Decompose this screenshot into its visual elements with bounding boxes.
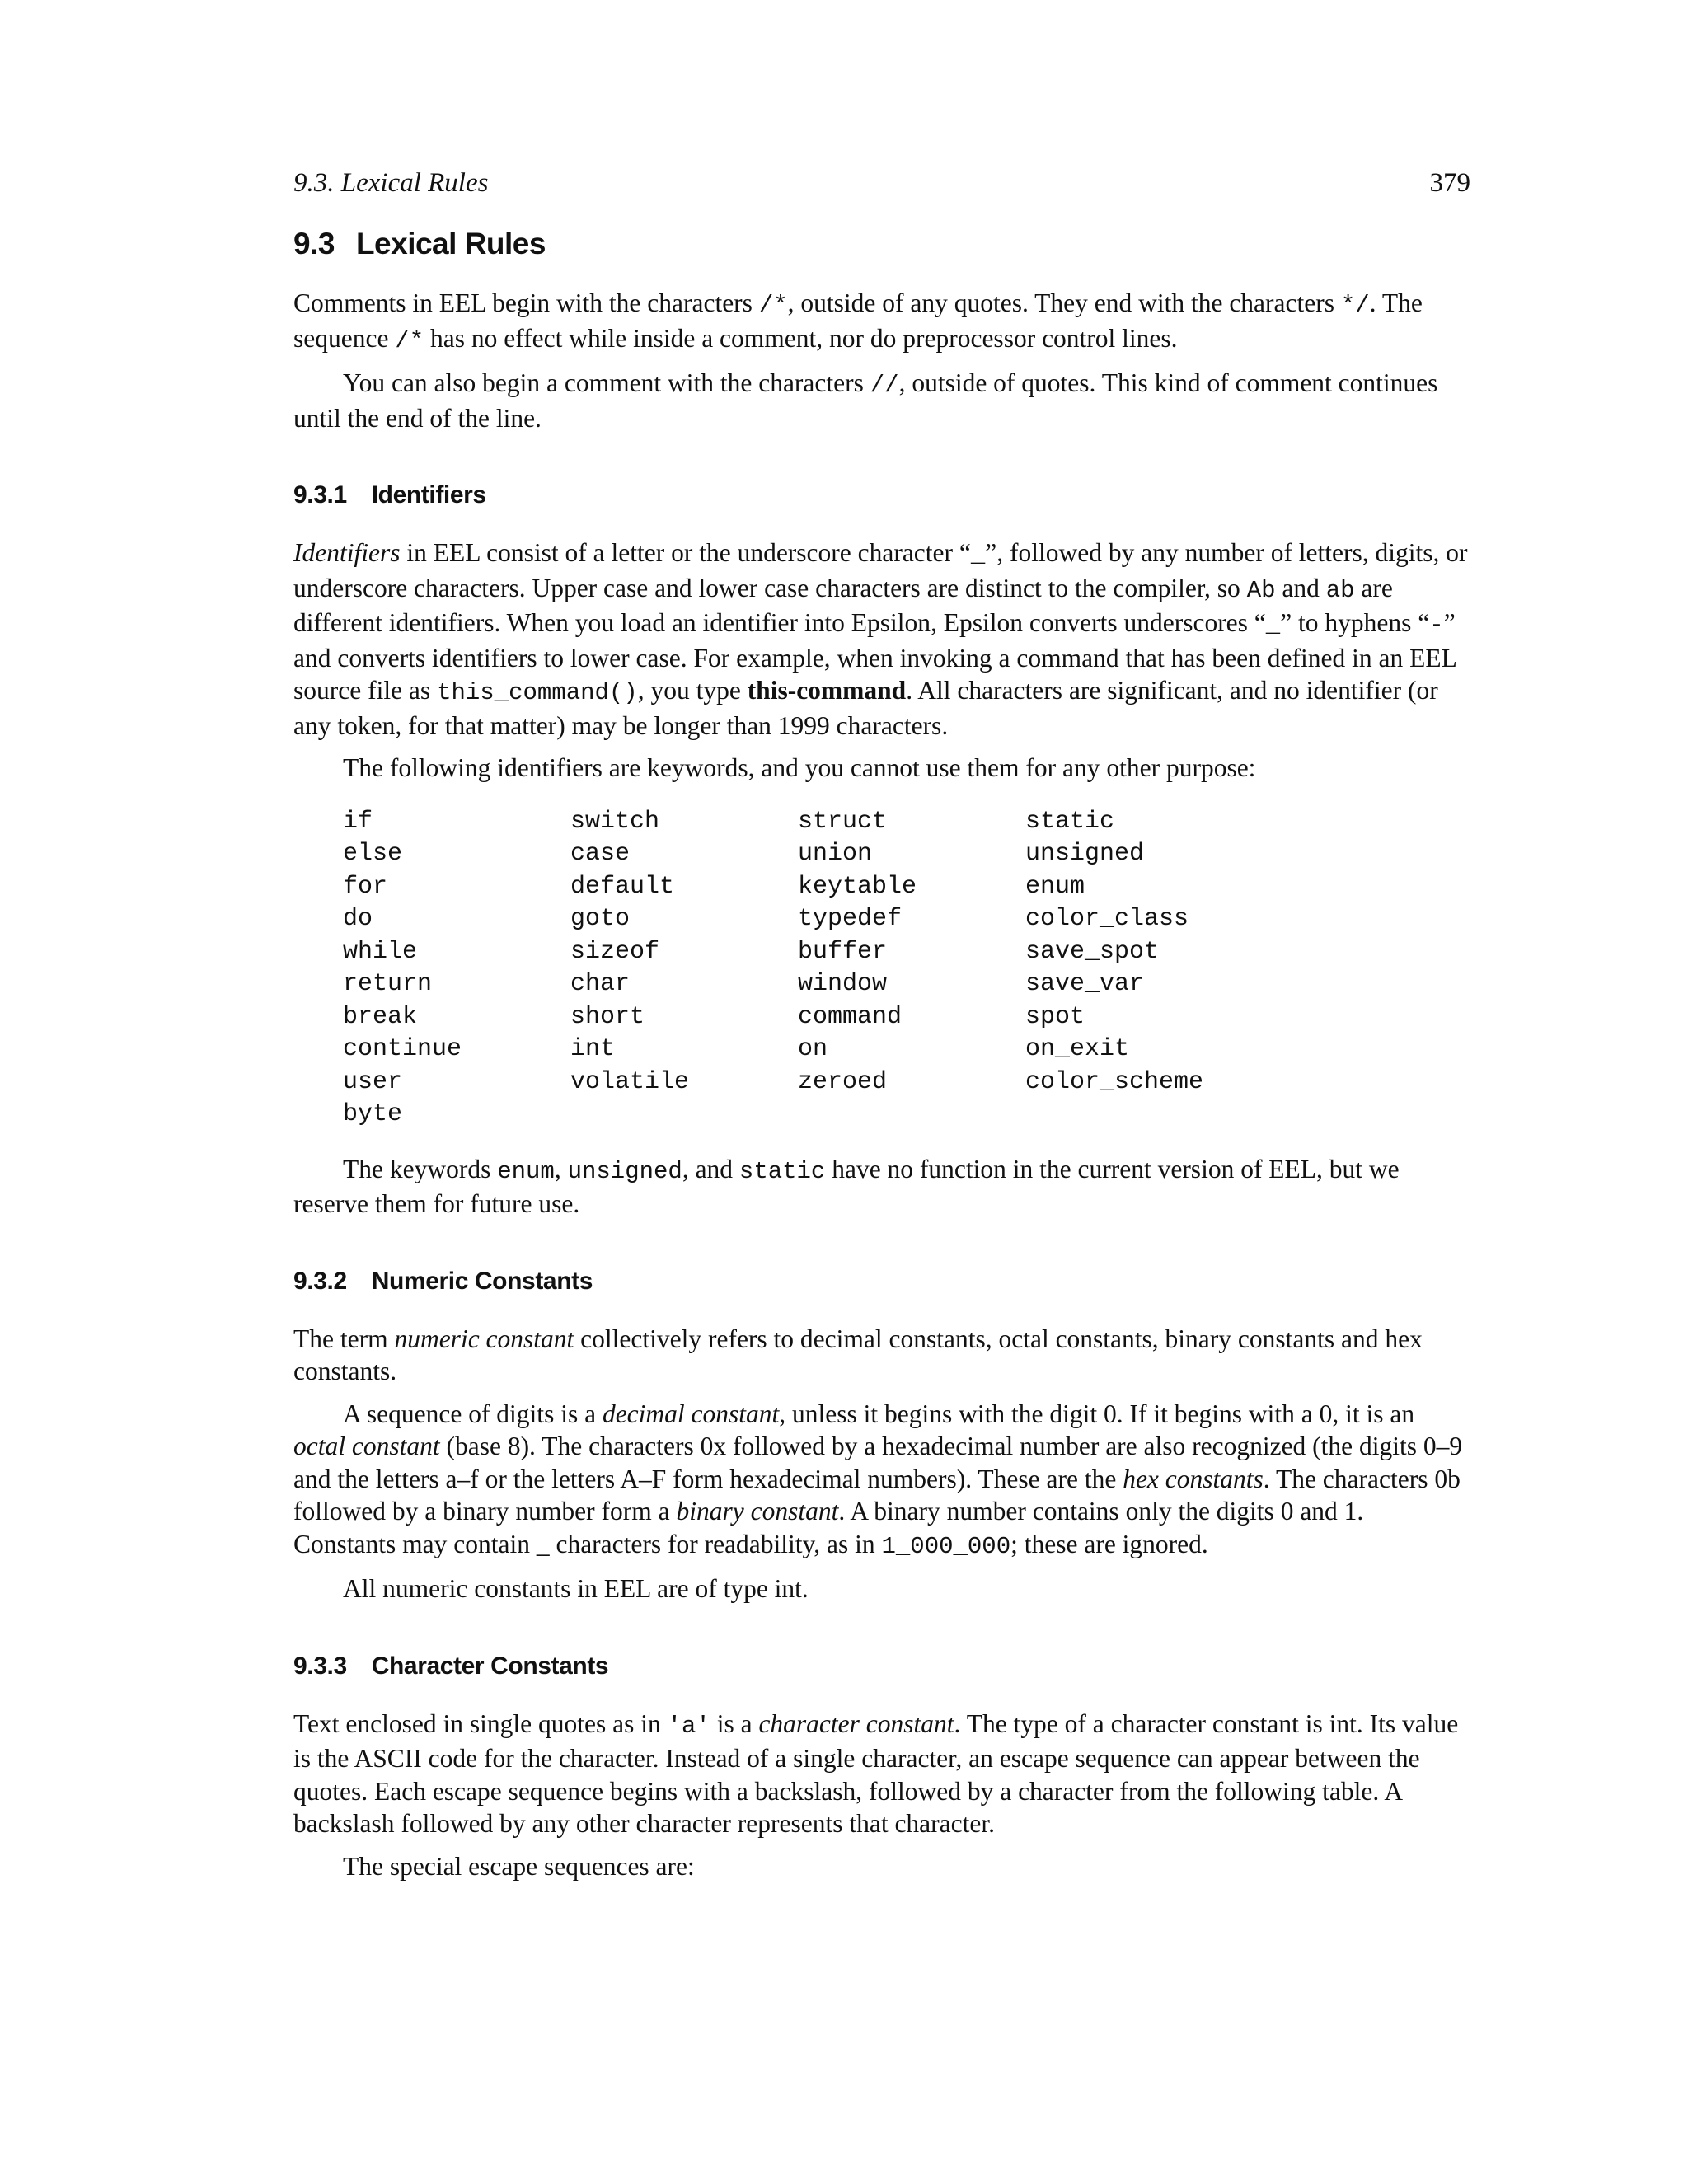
identifiers-paragraph-3	[293, 1153, 1470, 1221]
keyword-cell: do	[343, 905, 373, 933]
keyword-cell: else	[343, 840, 403, 868]
keyword-cell: save_var	[1025, 970, 1145, 998]
text-run: . The type of a character constant is int. Its value is the ASCII code for the character. Instead of a single character, an escape sequence can appear between the quotes. Each escape sequence begins with a backslash, followed by a character from the following table. A backslash followed by any other character represents that character.	[293, 1708, 1459, 1838]
italic-term: decimal constant	[602, 1399, 780, 1428]
keyword-table	[343, 806, 1470, 1132]
code-run: Ab	[1246, 576, 1276, 604]
keyword-cell: window	[798, 970, 888, 998]
text-run: A sequence of digits is a	[343, 1399, 603, 1428]
running-head-title: 9.3. Lexical Rules	[293, 168, 489, 198]
code-run: -	[1429, 612, 1444, 639]
character-paragraph-2: The special escape sequences are:	[343, 1851, 695, 1881]
italic-term: hex constants	[1123, 1464, 1264, 1493]
keyword-cell: buffer	[798, 937, 888, 966]
page-number: 379	[1429, 168, 1470, 198]
keyword-cell: zeroed	[798, 1067, 888, 1096]
keyword-cell: union	[798, 840, 873, 868]
subsection-heading-character-constants	[293, 1650, 1470, 1683]
text-run: Text enclosed in single quotes as in	[293, 1708, 668, 1738]
text-run: . The sequence	[293, 288, 1423, 353]
italic-term: octal constant	[293, 1432, 440, 1460]
text-run: , outside of any quotes. They end with the characters	[787, 288, 1341, 317]
keyword-cell: char	[570, 970, 631, 998]
intro-paragraph-1	[293, 287, 1470, 357]
italic-term: Identifiers	[293, 538, 401, 567]
keyword-cell: switch	[570, 807, 660, 836]
italic-term: binary constant	[676, 1497, 839, 1526]
keyword-cell: typedef	[798, 905, 903, 933]
keyword-cell: break	[343, 1002, 418, 1031]
code-run: /*	[395, 326, 424, 354]
subsection-heading-numeric-constants	[293, 1265, 1470, 1298]
subsection-number: 9.3.1	[293, 481, 347, 509]
text-run: ”, followed by any number of letters, digits, or underscore characters. Upper case and lower case characters are distinct to the compiler, so	[293, 538, 1468, 602]
keyword-cell: int	[570, 1035, 616, 1063]
keyword-cell: short	[570, 1002, 645, 1031]
keyword-cell: byte	[343, 1100, 403, 1128]
text-run: , outside of quotes. This kind of comment continues until the end of the line.	[293, 368, 1438, 433]
code-run: enum	[497, 1157, 555, 1185]
keyword-cell: struct	[798, 807, 888, 836]
keyword-cell: save_spot	[1025, 937, 1160, 966]
code-run: //	[870, 372, 899, 399]
text-run: . The characters 0b followed by a binary number form a	[293, 1464, 1461, 1526]
keyword-cell: return	[343, 970, 433, 998]
intro-paragraph-2	[293, 367, 1470, 434]
subsection-title: Numeric Constants	[371, 1267, 593, 1295]
italic-term: character constant	[758, 1708, 954, 1738]
code-run: unsigned	[567, 1157, 682, 1185]
code-run: _	[1265, 612, 1281, 639]
keyword-cell: color_scheme	[1025, 1067, 1204, 1096]
identifiers-paragraph-1	[293, 537, 1470, 742]
text-run: , you type	[637, 676, 748, 705]
text-run: , unless it begins with the digit 0. If it begins with a 0, it is an	[779, 1399, 1415, 1428]
subsection-title: Character Constants	[371, 1652, 609, 1680]
keyword-cell: unsigned	[1025, 840, 1145, 868]
numeric-paragraph-2	[293, 1398, 1470, 1563]
section-heading	[293, 224, 1470, 264]
text-run: ” to hyphens “	[1280, 608, 1430, 637]
character-paragraph-1	[293, 1708, 1470, 1840]
code-run: */	[1340, 292, 1370, 319]
text-run: Comments in EEL begin with the characters	[293, 288, 759, 317]
text-run: is a	[710, 1708, 759, 1738]
code-run: this_command()	[437, 679, 638, 706]
code-run: ab	[1325, 576, 1355, 604]
running-head	[293, 165, 1470, 201]
keyword-cell: default	[570, 872, 675, 901]
keyword-cell: goto	[570, 905, 631, 933]
subsection-heading-identifiers	[293, 479, 1470, 512]
code-run: 1_000_000	[881, 1532, 1011, 1560]
keyword-cell: on	[798, 1035, 828, 1063]
keyword-cell: color_class	[1025, 905, 1189, 933]
subsection-number: 9.3.3	[293, 1652, 347, 1680]
text-run: has no effect while inside a comment, nor do preprocessor control lines.	[424, 323, 1178, 353]
code-run: /*	[758, 292, 788, 319]
keyword-cell: while	[343, 937, 418, 966]
keyword-cell: user	[343, 1067, 403, 1096]
text-run: are different identifiers. When you load an identifier into Epsilon, Epsilon converts underscores “	[293, 573, 1393, 637]
text-run: collectively refers to decimal constants, octal constants, binary constants and hex constants.	[293, 1324, 1423, 1385]
text-run: have no function in the current version of EEL, but we reserve them for future use.	[293, 1154, 1400, 1218]
text-run: . All characters are significant, and no identifier (or any token, for that matter) may be longer than 1999 characters.	[293, 676, 1438, 740]
keyword-cell: for	[343, 872, 388, 901]
keyword-cell: static	[1025, 807, 1115, 836]
text-run: in EEL consist of a letter or the underscore character “	[400, 538, 971, 567]
text-run: and	[1275, 573, 1326, 602]
text-run: The keywords	[343, 1154, 498, 1183]
identifiers-paragraph-2: The following identifiers are keywords, and you cannot use them for any other purpose:	[343, 753, 1256, 782]
numeric-paragraph-3: All numeric constants in EEL are of type int.	[343, 1574, 809, 1603]
keyword-cell: command	[798, 1002, 903, 1031]
keyword-cell: case	[570, 840, 631, 868]
keyword-cell: continue	[343, 1035, 462, 1063]
numeric-paragraph-1	[293, 1323, 1470, 1388]
keyword-cell: on_exit	[1025, 1035, 1130, 1063]
text-run: The term	[293, 1324, 395, 1353]
text-run: ,	[554, 1154, 568, 1183]
keyword-cell: sizeof	[570, 937, 660, 966]
keyword-cell: if	[343, 807, 373, 836]
text-run: (base 8). The characters 0x followed by a hexadecimal number are also recognized (the digits 0–9 and the letters a–f or the letters A–F form hexadecimal numbers). These are the	[293, 1432, 1463, 1493]
text-run: You can also begin a comment with the characters	[343, 368, 870, 397]
keyword-cell: volatile	[570, 1067, 690, 1096]
section-number: 9.3	[293, 227, 335, 260]
text-run: ; these are ignored.	[1010, 1529, 1208, 1558]
text-run: ” and converts identifiers to lower case. For example, when invoking a command that has been defined in an EEL source file as	[293, 608, 1456, 705]
code-run: static	[738, 1157, 826, 1185]
section-title: Lexical Rules	[355, 227, 546, 260]
code-run: _	[970, 541, 986, 569]
text-run: . A binary number contains only the digits 0 and 1. Constants may contain _ characters for readability, as in	[293, 1497, 1364, 1558]
keyword-cell: enum	[1025, 872, 1085, 901]
subsection-number: 9.3.2	[293, 1267, 347, 1295]
keyword-cell: keytable	[798, 872, 917, 901]
code-run: 'a'	[667, 1712, 710, 1740]
keyword-cell: spot	[1025, 1002, 1085, 1031]
text-run: , and	[682, 1154, 739, 1183]
bold-command: this-command	[747, 676, 907, 705]
italic-term: numeric constant	[394, 1324, 574, 1353]
page-content	[293, 165, 1470, 1892]
subsection-title: Identifiers	[371, 481, 486, 509]
